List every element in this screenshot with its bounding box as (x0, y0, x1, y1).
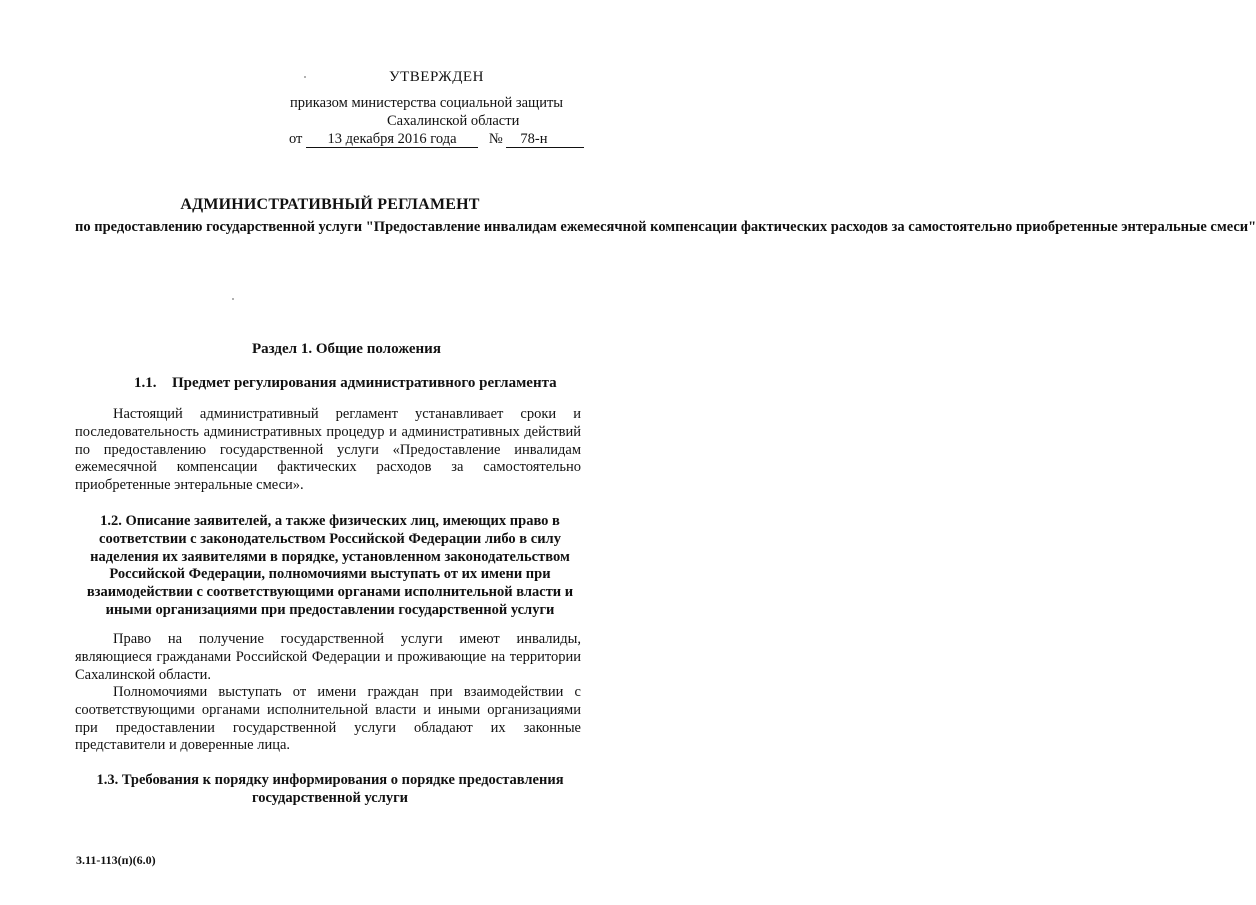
date-number-line (289, 131, 584, 148)
subsection-1-1-heading (134, 375, 557, 392)
approved-stamp: УТВЕРЖДЕН (389, 69, 484, 85)
representatives-paragraph: Полномочиями выступать от имени граждан при взаимодействии с соответствующими органами исполнительной власти и иными организациями при предоставлении государственной услуги обладают их законные представители и доверенные лица. (75, 684, 581, 754)
scan-speck (232, 298, 234, 300)
order-date: 13 декабря 2016 года (306, 132, 478, 148)
subsection-1-3-heading: 1.3. Требования к порядку информирования о порядке предоставления государственной услуги (96, 772, 564, 806)
from-label: от (289, 131, 303, 147)
subsection-1-2-heading: 1.2. Описание заявителей, а также физических лиц, имеющих право в соответствии с законодательством Российской Федерации либо в силу наделения их заявителями в порядке, установленном законодательством Российской Федерации, полномочиями выступать от их имени при взаимодействии с соответствующими органами исполнительной власти и иными организациями при предоставлении государственной услуги (86, 513, 574, 618)
order-number: 78-н (506, 132, 584, 148)
number-label: № (488, 131, 503, 147)
document-title: АДМИНИСТРАТИВНЫЙ РЕГЛАМЕНТ (180, 196, 480, 213)
document-code: 3.11-113(п)(6.0) (76, 853, 156, 867)
scan-speck (304, 76, 306, 78)
document-subtitle: по предоставлению государственной услуги "Предоставление инвалидам ежемесячной компенсации фактических расходов за самостоятельно приобретенные энтеральные смеси" (75, 219, 1256, 235)
region-line: Сахалинской области (387, 113, 520, 129)
right-paragraph: Право на получение государственной услуги имеют инвалиды, являющиеся гражданами Российской Федерации и проживающие на территории Сахалинской области. (75, 631, 581, 683)
intro-paragraph: Настоящий административный регламент устанавливает сроки и последовательность административных процедур и административных действий по предоставлению государственной услуги «Предоставление инвалидам ежемесячной компенсации фактических расходов за самостоятельно приобретенные энтеральные смеси». (75, 406, 581, 494)
order-line: приказом министерства социальной защиты (290, 95, 564, 111)
subsection-1-1-title: Предмет регулирования административного регламента (172, 375, 557, 391)
section-1-title: Раздел 1. Общие положения (252, 341, 441, 357)
subsection-1-1-number: 1.1. (134, 375, 157, 391)
